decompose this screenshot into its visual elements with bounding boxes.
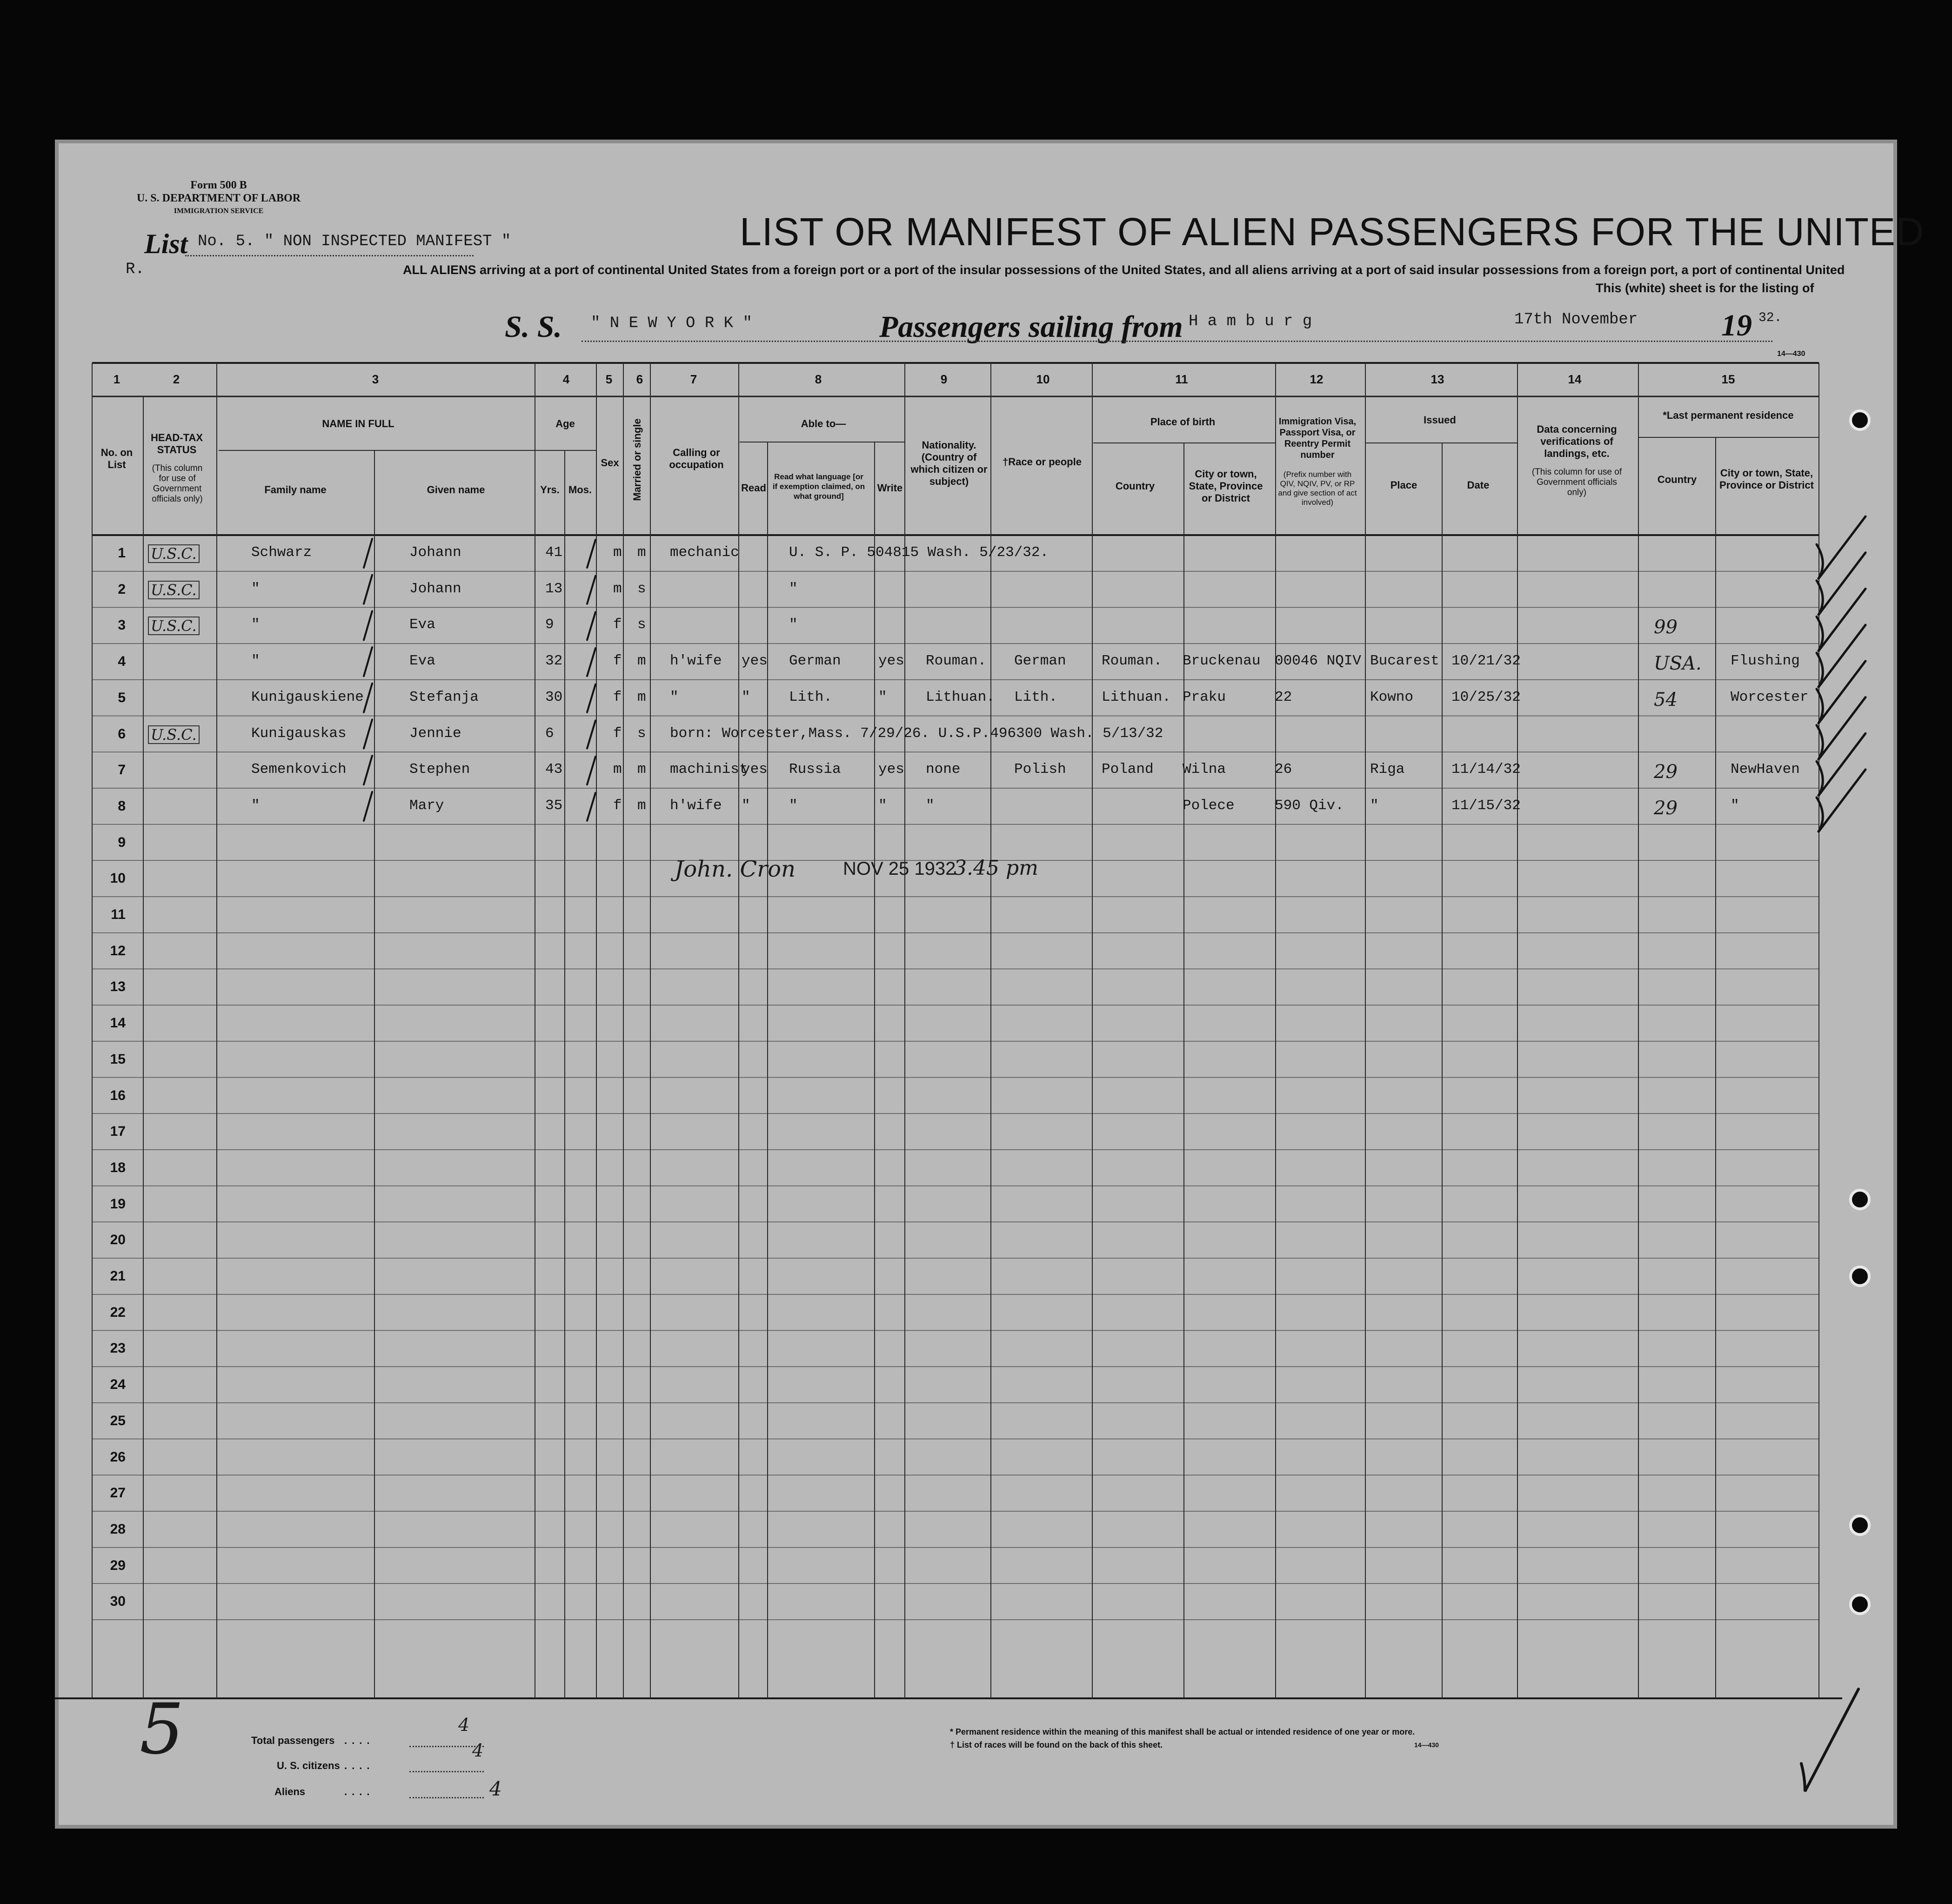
cell-language: Russia [789, 761, 841, 778]
row-number: 7 [118, 762, 126, 778]
row-number: 22 [110, 1304, 126, 1320]
hdr-visa: Immigration Visa, Passport Visa, or Reentry Permit number [1278, 416, 1357, 460]
sailing-port: H a m b u r g [1189, 313, 1312, 330]
row-number: 30 [110, 1594, 126, 1609]
cell-language: " [789, 797, 798, 814]
year-suffix: 32. [1758, 311, 1782, 325]
aliens-value: 4 [489, 1777, 502, 1800]
cell-nationality: " [926, 797, 935, 814]
hdr-read: Read [741, 482, 766, 494]
cell-write: " [878, 689, 887, 705]
cell-read: yes [742, 761, 768, 778]
hdr-family-name: Family name [264, 484, 327, 496]
cell-family: Kunigauskas [251, 725, 347, 742]
cell-sex: f [613, 653, 622, 670]
cell-married: m [637, 797, 646, 814]
hdr-issued: Issued [1424, 414, 1456, 426]
hdr-head-tax-note: (This column for use of Government officials only) [152, 463, 203, 504]
cell-race: German [1014, 653, 1066, 670]
cell-visa: 00046 NQIV [1275, 653, 1362, 670]
dots-1: .... [344, 1735, 374, 1746]
age-tick-mark [587, 576, 595, 604]
cell-race: Polish [1014, 761, 1066, 778]
cell-birth-country: Rouman. [1102, 653, 1163, 670]
footer-code: 14—430 [1414, 1741, 1439, 1749]
colnum-8: 8 [815, 372, 822, 386]
total-passengers-label: Total passengers [251, 1735, 335, 1746]
verification-check-icon [1817, 770, 1865, 832]
colnum-6: 6 [636, 372, 643, 386]
inspector-signature: John. Cron [675, 856, 796, 882]
cell-read: " [742, 797, 750, 814]
cell-res-city: NewHaven [1731, 761, 1800, 778]
row-number: 24 [110, 1377, 126, 1393]
cell-issued-date: 11/14/32 [1451, 761, 1521, 778]
year-prefix: 19 [1721, 308, 1752, 342]
aliens-label: Aliens [274, 1786, 306, 1797]
cell-language: Lith. [789, 689, 833, 705]
cell-yrs: 32 [545, 653, 563, 670]
colnum-1: 1 [113, 372, 120, 386]
cell-yrs: 41 [545, 544, 563, 561]
cell-write: " [878, 797, 887, 814]
date-stamp: NOV 25 1932 [843, 858, 956, 879]
row-number: 14 [110, 1015, 126, 1031]
cell-family: " [251, 653, 260, 670]
cell-res-city: " [1731, 797, 1739, 814]
hdr-no-on-list: No. on List [100, 447, 133, 470]
row-number: 18 [110, 1160, 126, 1175]
hdr-yrs: Yrs. [540, 484, 560, 496]
cell-read: yes [742, 653, 768, 670]
service: IMMIGRATION SERVICE [174, 207, 264, 215]
row-number: 23 [110, 1341, 126, 1356]
dots-2: .... [344, 1760, 374, 1771]
cell-yrs: 13 [545, 580, 563, 597]
hdr-visa-note: (Prefix number with QIV, NQIV, PV, or RP and give section of act involved) [1278, 470, 1357, 507]
cell-language: " [789, 580, 798, 597]
us-citizens-label: U. S. citizens [277, 1760, 340, 1771]
cell-given: Stefanja [409, 689, 479, 705]
hdr-mos: Mos. [568, 484, 592, 496]
margin-number: 5 [140, 1689, 184, 1770]
colnum-2: 2 [173, 372, 180, 386]
cell-family: " [251, 580, 260, 597]
cell-calling: h'wife [670, 653, 722, 670]
department: U. S. DEPARTMENT OF LABOR [136, 192, 301, 204]
sailing-label: Passengers sailing from [879, 310, 1183, 344]
cell-res-country: 99 [1654, 617, 1678, 638]
cell-issued-place: " [1370, 797, 1379, 814]
verification-check-icon [1817, 661, 1865, 724]
cell-nationality: none [926, 761, 961, 778]
cell-res-country: 29 [1654, 797, 1678, 819]
cell-sex: f [613, 617, 622, 633]
cell-sex: f [613, 725, 622, 742]
row-number: 4 [118, 654, 126, 670]
colnum-7: 7 [690, 372, 697, 386]
cell-calling: born: Worcester,Mass. 7/29/26. U.S.P.496300 Wash. 5/13/32 [670, 725, 1163, 742]
footnote-races: † List of races will be found on the back of this sheet. [950, 1740, 1163, 1750]
cell-sex: f [613, 797, 622, 814]
age-tick-mark [587, 757, 595, 784]
r-label: R. [126, 261, 145, 278]
hdr-issued-date: Date [1467, 479, 1490, 491]
final-check-icon [1801, 1689, 1858, 1791]
colnum-11: 11 [1175, 372, 1188, 386]
colnum-13: 13 [1431, 372, 1444, 386]
row-number: 12 [110, 943, 126, 959]
cell-family: " [251, 797, 260, 814]
cell-birth-city: Polece [1183, 797, 1235, 814]
cell-headtax: U.S.C. [148, 725, 200, 744]
hdr-calling: Calling or occupation [669, 447, 724, 470]
cell-family: Semenkovich [251, 761, 347, 778]
cell-given: Eva [409, 653, 435, 670]
cell-given: Mary [409, 797, 444, 814]
row-number: 2 [118, 581, 126, 597]
cell-res-city: Worcester [1731, 689, 1809, 705]
row-number: 28 [110, 1521, 126, 1537]
cell-res-city: Flushing [1731, 653, 1800, 670]
row-number: 11 [111, 907, 126, 922]
cell-sex: m [613, 544, 622, 561]
row-number: 6 [118, 726, 126, 742]
verification-check-icon [1817, 625, 1865, 688]
verification-check-icon [1817, 589, 1865, 651]
row-number: 3 [118, 617, 126, 633]
name-tick-mark [364, 539, 372, 568]
colnum-12: 12 [1310, 372, 1324, 386]
total-passengers-value: 4 [458, 1715, 470, 1735]
cell-given: Johann [409, 580, 461, 597]
hdr-write: Write [877, 482, 903, 494]
cell-birth-city: Praku [1183, 689, 1226, 705]
age-tick-mark [587, 793, 595, 821]
footnote-residence: * Permanent residence within the meaning of this manifest shall be actual or intended residence of one year or more. [950, 1727, 1415, 1736]
name-tick-mark [364, 720, 372, 749]
hdr-sex: Sex [601, 457, 619, 469]
row-number: 17 [110, 1124, 126, 1140]
hdr-issued-place: Place [1390, 479, 1417, 491]
cell-visa: 22 [1275, 689, 1292, 705]
dots-3: .... [344, 1786, 374, 1797]
cell-calling: " [670, 689, 679, 705]
age-tick-mark [587, 612, 595, 640]
cell-issued-date: 10/21/32 [1451, 653, 1521, 670]
hdr-race: †Race or people [1003, 456, 1082, 468]
cell-married: m [637, 761, 646, 778]
cell-write: yes [878, 761, 904, 778]
hdr-given-name: Given name [427, 484, 485, 496]
cell-given: Stephen [409, 761, 470, 778]
cell-res-country: 54 [1654, 689, 1678, 711]
row-number: 19 [110, 1196, 126, 1212]
cell-calling: machinist [670, 761, 748, 778]
cell-married: m [637, 544, 646, 561]
hdr-married: Married or single [631, 418, 643, 501]
cell-res-country: 29 [1654, 761, 1678, 783]
cell-issued-date: 11/15/32 [1451, 797, 1521, 814]
cell-yrs: 43 [545, 761, 563, 778]
name-tick-mark [364, 684, 372, 712]
cell-headtax: U.S.C. [148, 617, 200, 635]
form-number: Form 500 B [190, 179, 247, 191]
age-tick-mark [587, 721, 595, 749]
row-number: 15 [110, 1051, 126, 1067]
name-tick-mark [364, 575, 372, 604]
subtitle-line-1: ALL ALIENS arriving at a port of continental United States from a foreign port or a port of the insular possessions of the United States, and all aliens arriving at a port of said insular possessions from a foreign port, a port of continental United [403, 263, 1845, 277]
row-number: 10 [110, 871, 126, 886]
us-citizens-value: 4 [472, 1740, 484, 1761]
cell-birth-city: Bruckenau [1183, 653, 1261, 670]
cell-family: Kunigauskiene [251, 689, 364, 705]
colnum-3: 3 [372, 372, 379, 386]
row-number: 20 [110, 1232, 126, 1248]
cell-sex: f [613, 689, 622, 705]
row-number: 21 [110, 1268, 126, 1284]
page-title: LIST OR MANIFEST OF ALIEN PASSENGERS FOR THE UNITED [740, 210, 1925, 254]
age-tick-mark [587, 684, 595, 712]
cell-given: Johann [409, 544, 461, 561]
hdr-name-in-full: NAME IN FULL [322, 418, 394, 429]
name-tick-mark [364, 647, 372, 676]
cell-headtax: U.S.C. [148, 544, 200, 563]
cell-given: Eva [409, 617, 435, 633]
verification-check-icon [1817, 733, 1865, 796]
row-number: 25 [110, 1413, 126, 1428]
cell-issued-place: Riga [1370, 761, 1405, 778]
hdr-able-to: Able to— [801, 418, 846, 429]
list-value: No. 5. " NON INSPECTED MANIFEST " [198, 233, 511, 250]
cell-visa: 26 [1275, 761, 1292, 778]
cell-language: U. S. P. 504815 Wash. 5/23/32. [789, 544, 1049, 561]
subtitle-line-2: This (white) sheet is for the listing of [1596, 281, 1814, 295]
cell-issued-place: Bucarest [1370, 653, 1439, 670]
hdr-head-tax: HEAD-TAX STATUS [150, 432, 203, 456]
name-tick-mark [364, 611, 372, 640]
verification-check-icon [1817, 516, 1865, 579]
hdr-birth-city: City or town, State, Province or District [1189, 468, 1263, 504]
cell-yrs: 6 [545, 725, 554, 742]
colnum-4: 4 [562, 372, 570, 386]
cell-read: " [742, 689, 750, 705]
ship-name: " N E W Y O R K " [591, 315, 752, 332]
hdr-birth-country: Country [1115, 480, 1155, 492]
cell-visa: 590 Qiv. [1275, 797, 1344, 814]
row-number: 29 [110, 1557, 126, 1573]
cell-birth-city: Wilna [1183, 761, 1226, 778]
list-label: List [144, 228, 188, 259]
cell-birth-country: Poland [1102, 761, 1154, 778]
time-note: 3.45 pm [954, 856, 1038, 880]
cell-family: " [251, 617, 260, 633]
row-number: 13 [110, 979, 126, 995]
cell-family: Schwarz [251, 544, 312, 561]
colnum-15: 15 [1721, 372, 1735, 386]
row-number: 1 [118, 545, 126, 561]
verification-check-icon [1817, 697, 1865, 760]
cell-married: s [637, 725, 646, 742]
hdr-last-residence: *Last permanent residence [1663, 409, 1794, 421]
hdr-res-country: Country [1657, 474, 1697, 485]
age-tick-mark [587, 540, 595, 568]
hdr-age: Age [555, 418, 575, 429]
colnum-9: 9 [940, 372, 948, 386]
cell-given: Jennie [409, 725, 461, 742]
cell-calling: h'wife [670, 797, 722, 814]
cell-sex: m [613, 580, 622, 597]
cell-sex: m [613, 761, 622, 778]
sailing-date: 17th November [1514, 311, 1638, 329]
cell-yrs: 9 [545, 617, 554, 633]
hdr-data-landings: Data concerning verifications of landings, etc. [1537, 423, 1617, 459]
colnum-5: 5 [605, 372, 613, 386]
cell-race: Lith. [1014, 689, 1058, 705]
cell-married: s [637, 580, 646, 597]
hdr-nationality: Nationality. (Country of which citizen or subject) [910, 439, 988, 487]
cell-calling: mechanic [670, 544, 739, 561]
cell-nationality: Rouman. [926, 653, 987, 670]
name-tick-mark [364, 792, 372, 821]
row-number: 9 [118, 834, 126, 850]
row-number: 16 [110, 1087, 126, 1103]
cell-write: yes [878, 653, 904, 670]
cell-nationality: Lithuan. [926, 689, 995, 705]
verification-check-icon [1817, 553, 1865, 616]
colnum-10: 10 [1036, 372, 1050, 386]
hdr-read-language: Read what language [or if exemption claimed, on what ground] [772, 472, 865, 501]
ss-label: S. S. [505, 310, 562, 344]
cell-issued-date: 10/25/32 [1451, 689, 1521, 705]
hdr-place-of-birth: Place of birth [1150, 416, 1216, 428]
row-number: 5 [118, 690, 126, 705]
cell-birth-country: Lithuan. [1102, 689, 1171, 705]
age-tick-mark [587, 648, 595, 676]
name-tick-mark [364, 756, 372, 784]
hdr-res-city: City or town, State, Province or District [1719, 467, 1814, 491]
cell-married: s [637, 617, 646, 633]
cell-married: m [637, 653, 646, 670]
row-number: 8 [118, 798, 126, 814]
cell-yrs: 30 [545, 689, 563, 705]
cell-yrs: 35 [545, 797, 563, 814]
cell-res-country: USA. [1654, 653, 1702, 675]
hdr-data-note: (This column for use of Government officials only) [1531, 467, 1622, 497]
form-code-top: 14—430 [1777, 350, 1805, 358]
cell-language: German [789, 653, 841, 670]
cell-married: m [637, 689, 646, 705]
row-number: 26 [110, 1449, 126, 1465]
colnum-14: 14 [1568, 372, 1582, 386]
cell-headtax: U.S.C. [148, 581, 200, 599]
cell-issued-place: Kowno [1370, 689, 1414, 705]
row-number: 27 [110, 1485, 126, 1501]
cell-language: " [789, 617, 798, 633]
